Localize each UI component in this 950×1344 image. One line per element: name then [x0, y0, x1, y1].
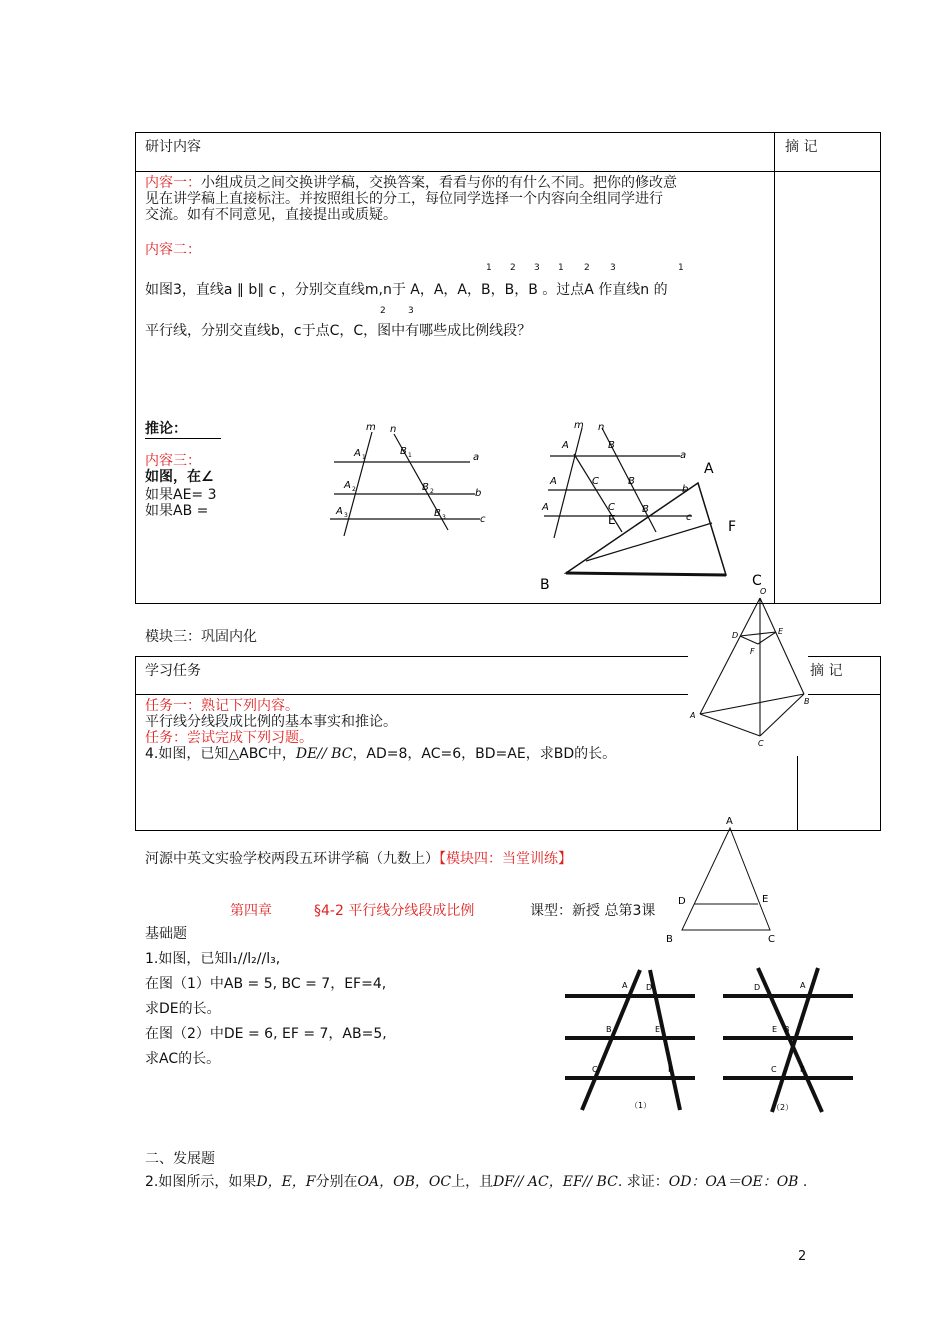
content3-line1: 如图，在∠ — [145, 469, 214, 485]
triangle-DE-BC-figure — [662, 814, 792, 946]
label-A1: A — [562, 440, 569, 451]
label-A1: A — [354, 448, 361, 459]
label-C: C — [752, 573, 762, 589]
task2-title: 任务：尝试完成下列习题。 — [145, 730, 313, 746]
figure-2-caption: （2） — [772, 1103, 794, 1112]
label-B: B — [666, 934, 673, 945]
q2-c: 上，且 — [451, 1174, 494, 1190]
module4-title: 【模块四：当堂训练】 — [439, 851, 572, 867]
label-m: m — [366, 422, 376, 433]
label-F: F — [668, 1065, 673, 1074]
subscript-index: 2 — [380, 306, 386, 316]
label-B1-sub: 1 — [408, 452, 412, 459]
school-name: 河源中英文实验学校两段五环讲学稿（九数上） — [145, 851, 439, 867]
subscript-index: 3 — [408, 306, 414, 316]
parallel-lines-figure-a — [320, 418, 490, 548]
label-C3: C — [608, 502, 615, 513]
label-C: C — [758, 739, 764, 748]
label-B: B — [540, 577, 550, 593]
content3-line3: 如果AB = — [145, 503, 209, 519]
label-E: E — [762, 894, 769, 905]
label-C: C — [592, 1065, 598, 1074]
q2-e: . — [798, 1174, 808, 1190]
label-b: b — [475, 488, 482, 499]
q2-a: 2.如图所示，如果 — [145, 1174, 257, 1190]
task1-body: 平行线分线段成比例的基本事实和推论。 — [145, 714, 397, 730]
section-title: §4-2 平行线分线段成比例 — [314, 903, 475, 919]
label-a: a — [680, 450, 687, 461]
subscript-index: 3 — [610, 263, 616, 273]
school-heading — [145, 850, 572, 868]
content1-line3: 交流。如有不同意见，直接提出或质疑。 — [145, 207, 397, 223]
basic-q1-line5: 求AC的长。 — [145, 1051, 221, 1067]
label-A3: A — [542, 502, 549, 513]
table-header-divider — [135, 171, 881, 172]
label-C2: C — [592, 476, 599, 487]
label-D: D — [754, 983, 761, 992]
table-column-divider — [774, 132, 775, 604]
question-4 — [145, 745, 616, 763]
label-B2: B — [422, 482, 429, 493]
label-E: E — [655, 1025, 661, 1034]
basic-title: 基础题 — [145, 926, 187, 942]
basic-q1 — [145, 950, 280, 968]
label-b: b — [682, 484, 689, 495]
q2-b: 分别在 — [315, 1174, 358, 1190]
label-D: D — [678, 896, 686, 907]
label-A: A — [726, 816, 733, 827]
q4-text: 4.如图，已知△ABC中， — [145, 746, 296, 762]
content3-title: 内容三： — [145, 453, 201, 469]
label-E: E — [778, 627, 784, 636]
label-O: O — [760, 587, 767, 596]
label-A3: A — [336, 506, 343, 517]
q2-points: D，E，F — [256, 1174, 316, 1190]
q2-ratio: OD：OA＝OE：OB — [668, 1174, 799, 1190]
task1-title: 任务一：熟记下列内容。 — [145, 698, 299, 714]
label-B: B — [804, 697, 810, 706]
label-A: A — [800, 981, 806, 990]
label-m: m — [574, 420, 584, 431]
content1-title: 内容一： — [145, 175, 201, 191]
label-B1: B — [400, 446, 407, 457]
label-B1: B — [608, 440, 615, 451]
label-E: E — [772, 1025, 778, 1034]
subscript-index: 2 — [510, 263, 516, 273]
label-E: E — [608, 513, 616, 527]
q2-d: . 求证： — [617, 1174, 669, 1190]
label-F: F — [750, 647, 755, 656]
subscript-index: 1 — [486, 263, 492, 273]
label-D: D — [646, 983, 653, 992]
label-D: D — [732, 631, 739, 640]
label-B: B — [784, 1025, 790, 1034]
lesson-type: 课型：新授 总第3课 — [530, 903, 656, 919]
label-A3-sub: 3 — [344, 512, 348, 519]
task-notes-header: 摘 记 — [810, 663, 843, 679]
label-a: a — [473, 452, 480, 463]
module3-title: 模块三：巩固内化 — [145, 629, 257, 645]
basic-q1-line3: 求DE的长。 — [145, 1001, 221, 1017]
label-A2-sub: 2 — [352, 486, 356, 493]
label-B2: B — [628, 476, 635, 487]
label-A: A — [622, 981, 628, 990]
subscript-index: 1 — [558, 263, 564, 273]
inference-underline — [145, 438, 221, 439]
content1-line2: 见在讲学稿上直接标注。并按照组长的分工，每位同学选择一个内容向全组同学进行 — [145, 191, 663, 207]
q2-segments: OA，OB，OC — [357, 1174, 452, 1190]
label-A1-sub: 1 — [362, 454, 366, 461]
content3-line2: 如果AE= 3 — [145, 487, 217, 503]
label-A: A — [690, 711, 696, 720]
notes-header: 摘 记 — [785, 139, 818, 155]
content2-line2: 平行线，分别交直线b，c于点C，C，图中有哪些成比例线段？ — [145, 323, 532, 339]
task-header: 学习任务 — [145, 663, 201, 679]
triangle-ABC-figure — [530, 455, 770, 595]
label-F: F — [800, 1065, 805, 1074]
label-n: n — [390, 424, 397, 435]
subscript-index: 2 — [584, 263, 590, 273]
label-C: C — [771, 1065, 777, 1074]
q1-text: 1.如图，已知 — [145, 951, 229, 967]
subscript-index: 1 — [678, 263, 684, 273]
basic-q1-line2: 在图（1）中AB = 5, BC = 7，EF=4, — [145, 976, 387, 992]
q2-parallels: DF// AC，EF// BC — [493, 1174, 618, 1190]
q4-rest: ，AD=8，AC=6，BD=AE，求BD的长。 — [352, 746, 617, 762]
discussion-header: 研讨内容 — [145, 139, 201, 155]
label-B3-sub: 3 — [442, 514, 446, 521]
figure-1-caption: （1） — [630, 1101, 652, 1110]
figure-1-parallel-lines — [560, 962, 700, 1122]
label-B: B — [606, 1025, 612, 1034]
label-c: c — [480, 514, 486, 525]
label-B3: B — [434, 508, 441, 519]
label-c: c — [686, 512, 692, 523]
label-C: C — [768, 934, 775, 945]
label-A: A — [704, 461, 714, 477]
label-B3: B — [642, 504, 649, 515]
basic-q1-line4: 在图（2）中DE = 6, EF = 7，AB=5, — [145, 1026, 387, 1042]
label-B2-sub: 2 — [430, 488, 434, 495]
content1-line1: 小组成员之间交换讲学稿，交换答案，看看与你的有什么不同。把你的修改意 — [201, 175, 677, 191]
content2-line1: 如图3，直线a ∥ b∥ c ，分别交直线m,n于 A，A，A，B，B，B 。过点A 作直线n 的 — [145, 282, 668, 298]
chapter-label: 第四章 — [230, 903, 272, 919]
q1-expression: l₁//l₂//l₃, — [228, 951, 281, 967]
content2-title: 内容二： — [145, 242, 201, 258]
label-A2: A — [550, 476, 557, 487]
develop-title: 二、发展题 — [145, 1151, 215, 1167]
figure-2-parallel-lines — [718, 962, 858, 1122]
label-n: n — [598, 422, 605, 433]
pyramid-OABC-figure — [688, 584, 818, 754]
label-A2: A — [344, 480, 351, 491]
inference-label: 推论： — [145, 421, 187, 437]
page-number: 2 — [798, 1249, 807, 1264]
q4-condition: DE// BC — [295, 746, 353, 762]
develop-q2 — [145, 1173, 807, 1191]
label-F: F — [728, 519, 737, 535]
subscript-index: 3 — [534, 263, 540, 273]
